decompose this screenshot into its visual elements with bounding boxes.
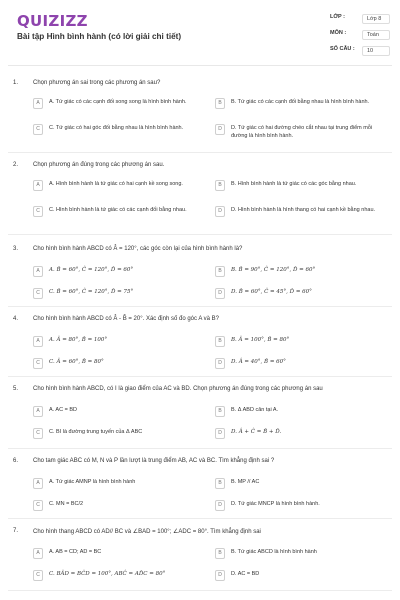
question-text: Chọn phương án sai trong các phương án sau?	[33, 80, 161, 86]
option-d[interactable]	[215, 358, 390, 369]
option-text: B. MP // AC	[231, 479, 260, 485]
option-letter: B	[215, 98, 225, 109]
question-divider	[8, 376, 392, 377]
question-number: 2.	[13, 162, 19, 168]
option-a[interactable]	[33, 98, 208, 109]
option-d[interactable]	[215, 500, 390, 511]
option-letter: D	[215, 124, 225, 135]
option-b[interactable]	[215, 478, 390, 489]
option-letter: A	[33, 548, 43, 559]
option-text: A. B̂ = 60°, Ĉ = 120°, D̂ = 60°	[49, 267, 134, 273]
question-number: 5.	[13, 386, 19, 392]
option-text: D. Tứ giác có hai đường chéo cắt nhau tại trung điểm mỗi đường là hình bình hành.	[231, 125, 373, 139]
option-text: A. Â = 80°, B̂ = 100°	[49, 337, 108, 343]
option-b[interactable]	[215, 406, 390, 417]
option-letter: B	[215, 266, 225, 277]
option-a[interactable]	[33, 548, 208, 559]
option-c[interactable]	[33, 206, 208, 217]
question-divider	[8, 448, 392, 449]
option-text: C. Tứ giác có hai góc đối bằng nhau là hình bình hành.	[49, 125, 184, 131]
worksheet-header	[0, 0, 400, 70]
option-letter: C	[33, 570, 43, 581]
meta-value: Toán	[362, 30, 390, 40]
meta-label: LỚP :	[330, 14, 345, 20]
option-text: C. MN = BC/2	[49, 501, 84, 507]
question-text: Cho hình bình hành ABCD có Â - B̂ = 20°. Xác định số đo góc A và B?	[33, 316, 220, 322]
meta-label: MÔN :	[330, 30, 347, 36]
option-letter: C	[33, 288, 43, 299]
question-number: 1.	[13, 80, 19, 86]
option-c[interactable]	[33, 358, 208, 369]
worksheet-title: Bài tập Hình bình hành (có lời giải chi tiết)	[17, 32, 182, 41]
option-d[interactable]	[215, 288, 390, 299]
option-text: B. Tứ giác có các cạnh đối bằng nhau là hình bình hành.	[231, 99, 370, 105]
option-letter: A	[33, 98, 43, 109]
option-text: D. Tứ giác MNCP là hình bình hành.	[231, 501, 320, 507]
option-text: A. Hình bình hành là tứ giác có hai cạnh kề song song.	[49, 181, 183, 187]
option-b[interactable]	[215, 336, 390, 347]
option-letter: D	[215, 500, 225, 511]
option-b[interactable]	[215, 548, 390, 559]
option-letter: D	[215, 570, 225, 581]
option-a[interactable]	[33, 336, 208, 347]
question-divider	[8, 152, 392, 153]
option-c[interactable]	[33, 124, 208, 135]
option-letter: B	[215, 336, 225, 347]
option-c[interactable]	[33, 500, 208, 511]
option-text: C. Hình bình hành là tứ giác có các cạnh đối bằng nhau.	[49, 207, 187, 213]
option-a[interactable]	[33, 266, 208, 277]
option-text: B. Hình bình hành là tứ giác có các góc bằng nhau.	[231, 181, 357, 187]
option-d[interactable]	[215, 206, 390, 217]
option-letter: D	[215, 288, 225, 299]
question-text: Chọn phương án đúng trong các phương án sau.	[33, 162, 165, 168]
option-text: C. BÂD = BĈD = 100°, ABĈ = AD̂C = 80°	[49, 571, 166, 577]
question-divider	[8, 590, 392, 591]
option-text: B. Δ ABD cân tại A.	[231, 407, 279, 413]
option-text: A. Tứ giác AMNP là hình bình hành	[49, 479, 136, 485]
option-a[interactable]	[33, 478, 208, 489]
option-text: D. Hình bình hành là hình thang có hai cạnh kề bằng nhau.	[231, 207, 376, 213]
option-c[interactable]	[33, 428, 208, 439]
option-a[interactable]	[33, 406, 208, 417]
question-divider	[8, 518, 392, 519]
option-letter: B	[215, 548, 225, 559]
option-letter: A	[33, 336, 43, 347]
option-d[interactable]	[215, 570, 390, 581]
question-text: Cho hình thang ABCD có AD// BC và ∠BAD = 100°; ∠ADC = 80°. Tìm khẳng định sai	[33, 529, 261, 535]
meta-label: SỐ CÂU :	[330, 46, 355, 52]
option-letter: C	[33, 428, 43, 439]
question-divider	[8, 306, 392, 307]
option-text: A. Tứ giác có các cạnh đối song song là hình bình hành.	[49, 99, 187, 105]
option-letter: A	[33, 406, 43, 417]
option-c[interactable]	[33, 570, 208, 581]
question-text: Cho hình bình hành ABCD, có I là giao điểm của AC và BD. Chọn phương án đúng trong các phương án sau	[33, 386, 323, 392]
meta-value: 10	[362, 46, 390, 56]
option-letter: D	[215, 428, 225, 439]
option-letter: A	[33, 180, 43, 191]
option-letter: C	[33, 358, 43, 369]
option-b[interactable]	[215, 266, 390, 277]
option-letter: A	[33, 266, 43, 277]
option-text: A. AC = BD	[49, 407, 77, 413]
option-letter: B	[215, 478, 225, 489]
option-text: D. AC = BD	[231, 571, 260, 577]
quizizz-logo: QUIZIZZ	[17, 12, 88, 30]
option-letter: B	[215, 406, 225, 417]
option-d[interactable]	[215, 124, 390, 140]
option-letter: D	[215, 206, 225, 217]
option-text: A. AB = CD; AD = BC	[49, 549, 102, 555]
option-b[interactable]	[215, 180, 390, 191]
question-number: 3.	[13, 246, 19, 252]
option-d[interactable]	[215, 428, 390, 439]
option-text: C. Â = 60°, B̂ = 80°	[49, 359, 104, 365]
option-c[interactable]	[33, 288, 208, 299]
option-text: D. Â = 40°, B̂ = 60°	[231, 359, 286, 365]
option-text: D. Â + Ĉ = B̂ + D̂.	[231, 429, 282, 435]
option-letter: C	[33, 206, 43, 217]
option-text: C. BI là đường trung tuyến của Δ ABC	[49, 429, 143, 435]
option-letter: D	[215, 358, 225, 369]
question-text: Cho tam giác ABC có M, N và P lần lượt là trung điểm AB, AC và BC. Tìm khẳng định sai ?	[33, 458, 275, 464]
option-text: B. B̂ = 90°, Ĉ = 120°, D̂ = 60°	[231, 267, 316, 273]
option-letter: A	[33, 478, 43, 489]
option-letter: C	[33, 124, 43, 135]
option-letter: C	[33, 500, 43, 511]
option-text: B. Tứ giác ABCD là hình bình hành	[231, 549, 317, 555]
option-letter: B	[215, 180, 225, 191]
question-divider	[8, 234, 392, 235]
option-text: C. B̂ = 60°, Ĉ = 120°, D̂ = 75°	[49, 289, 134, 295]
question-number: 7.	[13, 528, 19, 534]
option-text: D. B̂ = 60°, Ĉ = 45°, D̂ = 60°	[231, 289, 312, 295]
question-text: Cho hình bình hành ABCD có Â = 120°, các góc còn lại của hình bình hành là?	[33, 246, 243, 252]
meta-value: Lớp 8	[362, 14, 390, 24]
option-a[interactable]	[33, 180, 208, 191]
option-b[interactable]	[215, 98, 390, 109]
question-number: 6.	[13, 458, 19, 464]
header-divider	[8, 65, 392, 66]
option-text: B. Â = 100°, B̂ = 80°	[231, 337, 290, 343]
question-number: 4.	[13, 316, 19, 322]
